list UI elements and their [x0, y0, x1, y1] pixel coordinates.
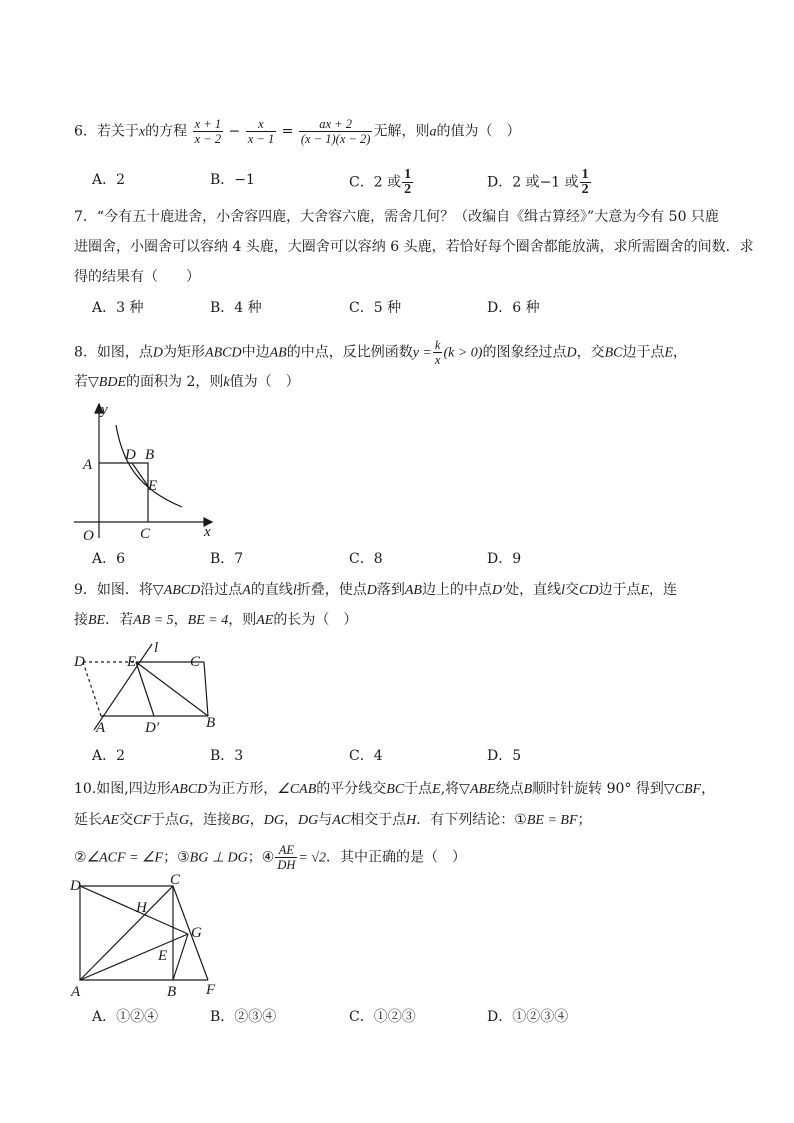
- option-label: D．6 种: [487, 300, 540, 316]
- q8-text: ，交: [576, 344, 605, 361]
- q10-option-a[interactable]: [92, 1007, 158, 1027]
- q9-text: 9．如图．将▽: [74, 582, 164, 598]
- q6-fraction-2: [246, 117, 276, 146]
- q6-stem: [74, 117, 520, 146]
- option-label: A．2: [92, 172, 126, 188]
- q9-var: CD: [579, 583, 599, 598]
- q10-var: AC: [332, 813, 351, 828]
- q10-text: 与: [318, 812, 333, 828]
- q10-text: ．其中正确的是（ ）: [326, 849, 467, 866]
- label-a: A: [83, 457, 93, 473]
- q7-option-c[interactable]: [349, 298, 401, 318]
- option-label: C．4: [349, 748, 383, 764]
- label-o: O: [83, 528, 94, 544]
- q10-text: ；: [247, 849, 262, 866]
- q7-option-b[interactable]: [210, 298, 262, 318]
- q8-figure: [70, 398, 230, 544]
- q8-stem-line-1: [74, 338, 687, 367]
- fraction-numerator: 1: [581, 167, 589, 182]
- q7-stem-line-1: 7．“今有五十鹿进舍，小舍容四鹿，大舍容六鹿，需舍几何？（改编自《缉古算经》”大意为今有 50 只鹿: [74, 209, 719, 225]
- q10-var: DG: [298, 813, 319, 828]
- q10-var: DG: [263, 813, 285, 828]
- q10-text: ．有下列结论：: [416, 812, 515, 828]
- q10-var: CBF: [674, 782, 702, 797]
- segment-ag: [80, 934, 188, 980]
- label-f: F: [206, 982, 216, 998]
- q9-text: 接: [74, 612, 88, 628]
- q8-option-c[interactable]: [349, 549, 383, 569]
- fraction-denominator: x − 2: [194, 132, 222, 146]
- q9-text: 边上的中点: [421, 582, 492, 598]
- q6-option-c[interactable]: [349, 168, 414, 197]
- q10-text: ，: [249, 812, 264, 828]
- option-label: A．3 种: [92, 300, 144, 316]
- q10-option-d[interactable]: [487, 1007, 568, 1027]
- label-d: D: [125, 447, 136, 463]
- q10-text: 相交于点: [350, 812, 407, 828]
- q9-stem-line-1: [74, 580, 677, 601]
- q9-var: E: [640, 583, 650, 598]
- q9-text: ，则: [228, 612, 257, 628]
- segment-bg: [173, 934, 188, 980]
- q10-text: ,将▽: [440, 781, 470, 797]
- q10-ae-over-dh: [275, 843, 297, 872]
- option-label: C．5 种: [349, 300, 402, 316]
- q9-var: D: [366, 583, 377, 598]
- equals-sign: =: [281, 123, 294, 140]
- q10-stem-line-1: [74, 779, 715, 800]
- fraction-denominator: x: [434, 353, 441, 367]
- q9-var: l: [292, 583, 297, 598]
- q9-text: 沿过点: [200, 582, 243, 598]
- option-label: B．7: [210, 551, 244, 567]
- q10-text: ，: [284, 812, 299, 828]
- q6-option-d[interactable]: [487, 168, 592, 197]
- segment-cb: [204, 662, 208, 716]
- option-label: C．①②③: [349, 1009, 416, 1025]
- label-c: C: [140, 526, 151, 542]
- q8-var: (k > 0): [443, 345, 483, 361]
- q9-var: AE: [256, 613, 274, 628]
- label-a: A: [96, 720, 106, 736]
- label-g: G: [191, 925, 202, 941]
- option-label: A．2: [92, 748, 126, 764]
- q10-var: BE = BF: [526, 813, 578, 828]
- option-label: C．2 或: [349, 174, 402, 191]
- q8-text: 8．如图，点: [74, 344, 153, 361]
- q8-text: 中边: [241, 344, 270, 361]
- q10-option-c[interactable]: [349, 1007, 416, 1027]
- q8-text: 的面积为 2，则: [126, 374, 224, 390]
- rectangle-abcd: [99, 463, 148, 522]
- q10-var: G: [179, 813, 190, 828]
- q10-stem-line-3: [74, 843, 466, 872]
- q6-var-x: x: [138, 124, 146, 140]
- label-d: D: [70, 878, 81, 894]
- label-h: H: [136, 900, 147, 916]
- q10-var: ABE: [469, 782, 496, 797]
- option-label: D．①②③④: [487, 1009, 569, 1025]
- q9-var: BE = 4: [187, 613, 229, 628]
- q8-text: 的图象经过点: [482, 344, 567, 361]
- q6-text: 的值为（ ）: [436, 123, 521, 140]
- label-c: C: [170, 874, 181, 888]
- q8-var: k: [223, 375, 230, 390]
- q8-var: AB: [269, 345, 287, 361]
- q7-stem-line-2: 进圈舍，小圈舍可以容纳 4 头鹿，大圈舍可以容纳 6 头鹿，若恰好每个圈舍都能放满，求所需圈舍的间数．求: [74, 239, 754, 255]
- q7-option-d[interactable]: [487, 298, 540, 318]
- q9-var: A: [242, 583, 251, 598]
- q8-option-a[interactable]: [92, 549, 125, 569]
- q8-k-over-x: [433, 338, 443, 367]
- label-c: C: [190, 654, 201, 670]
- q10-text: ，: [701, 781, 716, 797]
- q10-text: ，连接: [189, 812, 232, 828]
- minus-sign: −: [228, 123, 241, 140]
- fraction-denominator: DH: [277, 858, 296, 872]
- option-label: A．①②④: [92, 1009, 159, 1025]
- q7-option-a[interactable]: [92, 298, 143, 318]
- segment-de: [132, 463, 148, 486]
- q9-text: 折叠，使点: [296, 582, 367, 598]
- q9-text: ，连: [649, 582, 678, 598]
- q10-var: BG: [231, 813, 250, 828]
- q10-var: ∠CAB: [277, 782, 317, 797]
- q10-var: BG ⊥ DG: [189, 850, 248, 866]
- q9-var: BE: [88, 613, 106, 628]
- q9-text: 的直线: [250, 582, 293, 598]
- q6-fraction-1: [193, 117, 223, 146]
- label-b: B: [206, 715, 216, 731]
- q10-var: ∠ACF = ∠F: [86, 850, 164, 866]
- q8-var: E: [664, 345, 674, 361]
- segment-dg: [80, 886, 188, 934]
- q8-var: BDE: [98, 375, 126, 390]
- q9-text: 边于点: [598, 582, 641, 598]
- q9-text: 处，直线: [505, 582, 562, 598]
- q10-text: 绕点: [495, 781, 524, 797]
- fraction-numerator: x: [246, 117, 276, 132]
- fraction-numerator: 1: [404, 167, 412, 182]
- q8-text: ，: [673, 344, 688, 361]
- hyperbola-curve: [116, 425, 182, 507]
- fraction-denominator: x − 1: [247, 132, 275, 146]
- q10-var: = √2: [298, 850, 327, 866]
- option-label: A．6: [92, 551, 126, 567]
- fraction-denominator: (x − 1)(x − 2): [300, 132, 371, 146]
- label-e: E: [148, 478, 158, 494]
- label-e: E: [158, 948, 168, 964]
- q9-var: l: [561, 583, 566, 598]
- q6-text: 的方程: [145, 123, 188, 140]
- label-d-prime: D′: [145, 720, 160, 736]
- circled-number-1: ①: [514, 812, 527, 828]
- fold-line-l: [94, 644, 152, 730]
- q10-var: BC: [386, 782, 405, 797]
- q10-text: 交: [119, 812, 134, 828]
- q6-text: 无解，则: [373, 123, 430, 140]
- q8-var: y =: [412, 345, 432, 361]
- q10-text: 于点: [404, 781, 433, 797]
- q8-text: 边于点: [622, 344, 665, 361]
- q9-text: 的长为（ ）: [273, 612, 358, 628]
- q8-text: 若▽: [74, 374, 99, 390]
- q10-text: 延长: [74, 812, 102, 828]
- q10-var: H: [406, 813, 417, 828]
- q9-var: AB = 5: [133, 613, 174, 628]
- q10-var: E: [432, 782, 441, 797]
- option-label: C．8: [349, 551, 383, 567]
- option-label: B．3: [210, 748, 244, 764]
- q9-var: AB: [404, 583, 422, 598]
- q10-var: B: [523, 782, 533, 797]
- option-label: D．2 或−1 或: [487, 174, 579, 191]
- label-d: D: [74, 654, 85, 670]
- q9-figure: [70, 640, 230, 740]
- q6-option-a[interactable]: [92, 170, 125, 190]
- option-label: B．−1: [210, 172, 255, 188]
- label-b: B: [145, 447, 155, 463]
- half-fraction: [402, 168, 413, 197]
- segment-eb: [136, 662, 208, 716]
- q9-option-a[interactable]: [92, 746, 125, 766]
- q8-text: 值为（ ）: [229, 374, 300, 390]
- q10-text: ；: [163, 849, 178, 866]
- q9-text: ．若: [105, 612, 134, 628]
- q10-figure: [68, 874, 228, 1002]
- fraction-numerator: x + 1: [194, 117, 222, 131]
- option-label: B．4 种: [210, 300, 262, 316]
- q10-option-b[interactable]: [210, 1007, 276, 1027]
- fraction-denominator: 2: [404, 182, 412, 197]
- q9-text: 落到: [376, 582, 405, 598]
- circled-number-2: ②: [74, 849, 87, 866]
- dashed-segment-da: [83, 662, 101, 716]
- q10-var: CF: [133, 813, 151, 828]
- q9-var: D′: [491, 583, 506, 598]
- label-a: A: [71, 984, 81, 1000]
- q6-var-a: a: [429, 124, 437, 140]
- q9-stem-line-2: [74, 610, 357, 631]
- q9-option-c[interactable]: [349, 746, 383, 766]
- option-label: B．②③④: [210, 1009, 277, 1025]
- q10-text: 顺时针旋转 90° 得到▽: [532, 781, 675, 797]
- fraction-denominator: 2: [581, 182, 589, 197]
- q9-option-b[interactable]: [210, 746, 243, 766]
- q10-var: AE: [102, 813, 120, 828]
- diagonal-ac: [80, 886, 173, 980]
- q8-text: 为矩形: [163, 344, 206, 361]
- circled-number-3: ③: [177, 849, 190, 866]
- q9-text: ，: [173, 612, 188, 628]
- q6-text: 6．若关于: [74, 123, 139, 140]
- q9-option-d[interactable]: [487, 746, 521, 766]
- label-l: l: [154, 640, 159, 656]
- q6-option-b[interactable]: [210, 170, 255, 190]
- circled-number-4: ④: [261, 849, 275, 866]
- q7-stem-line-3: 得的结果有（ ）: [74, 269, 200, 285]
- half-fraction: [580, 168, 591, 197]
- q8-option-d[interactable]: [487, 549, 521, 569]
- q10-text: 的平分线交: [316, 781, 387, 797]
- q8-var: ABCD: [205, 345, 242, 361]
- q9-var: ABCD: [163, 583, 201, 598]
- segment-ed-prime: [136, 662, 154, 716]
- q8-var: D: [566, 345, 577, 361]
- q10-text: 于点: [151, 812, 179, 828]
- q8-var: D: [152, 345, 164, 361]
- label-e: E: [127, 654, 137, 670]
- fraction-numerator: k: [434, 338, 441, 352]
- q8-text: 的中点，反比例函数: [286, 344, 413, 361]
- label-x: x: [204, 524, 211, 540]
- q6-fraction-3: [299, 117, 373, 146]
- q10-stem-line-2: [74, 810, 592, 831]
- q8-option-b[interactable]: [210, 549, 243, 569]
- q10-text: ；: [577, 812, 592, 828]
- q9-text: 交: [565, 582, 580, 598]
- fraction-numerator: ax + 2: [299, 117, 373, 132]
- q10-text: 为正方形，: [207, 781, 278, 797]
- q8-stem-line-2: [74, 372, 300, 393]
- option-label: D．9: [487, 551, 522, 567]
- q10-var: ABCD: [170, 782, 208, 797]
- fraction-numerator: AE: [275, 843, 297, 858]
- label-y: y: [101, 402, 108, 418]
- q8-var: BC: [604, 345, 623, 361]
- option-label: D．5: [487, 748, 522, 764]
- q10-text: 10.如图,四边形: [74, 781, 171, 797]
- label-b: B: [167, 984, 177, 1000]
